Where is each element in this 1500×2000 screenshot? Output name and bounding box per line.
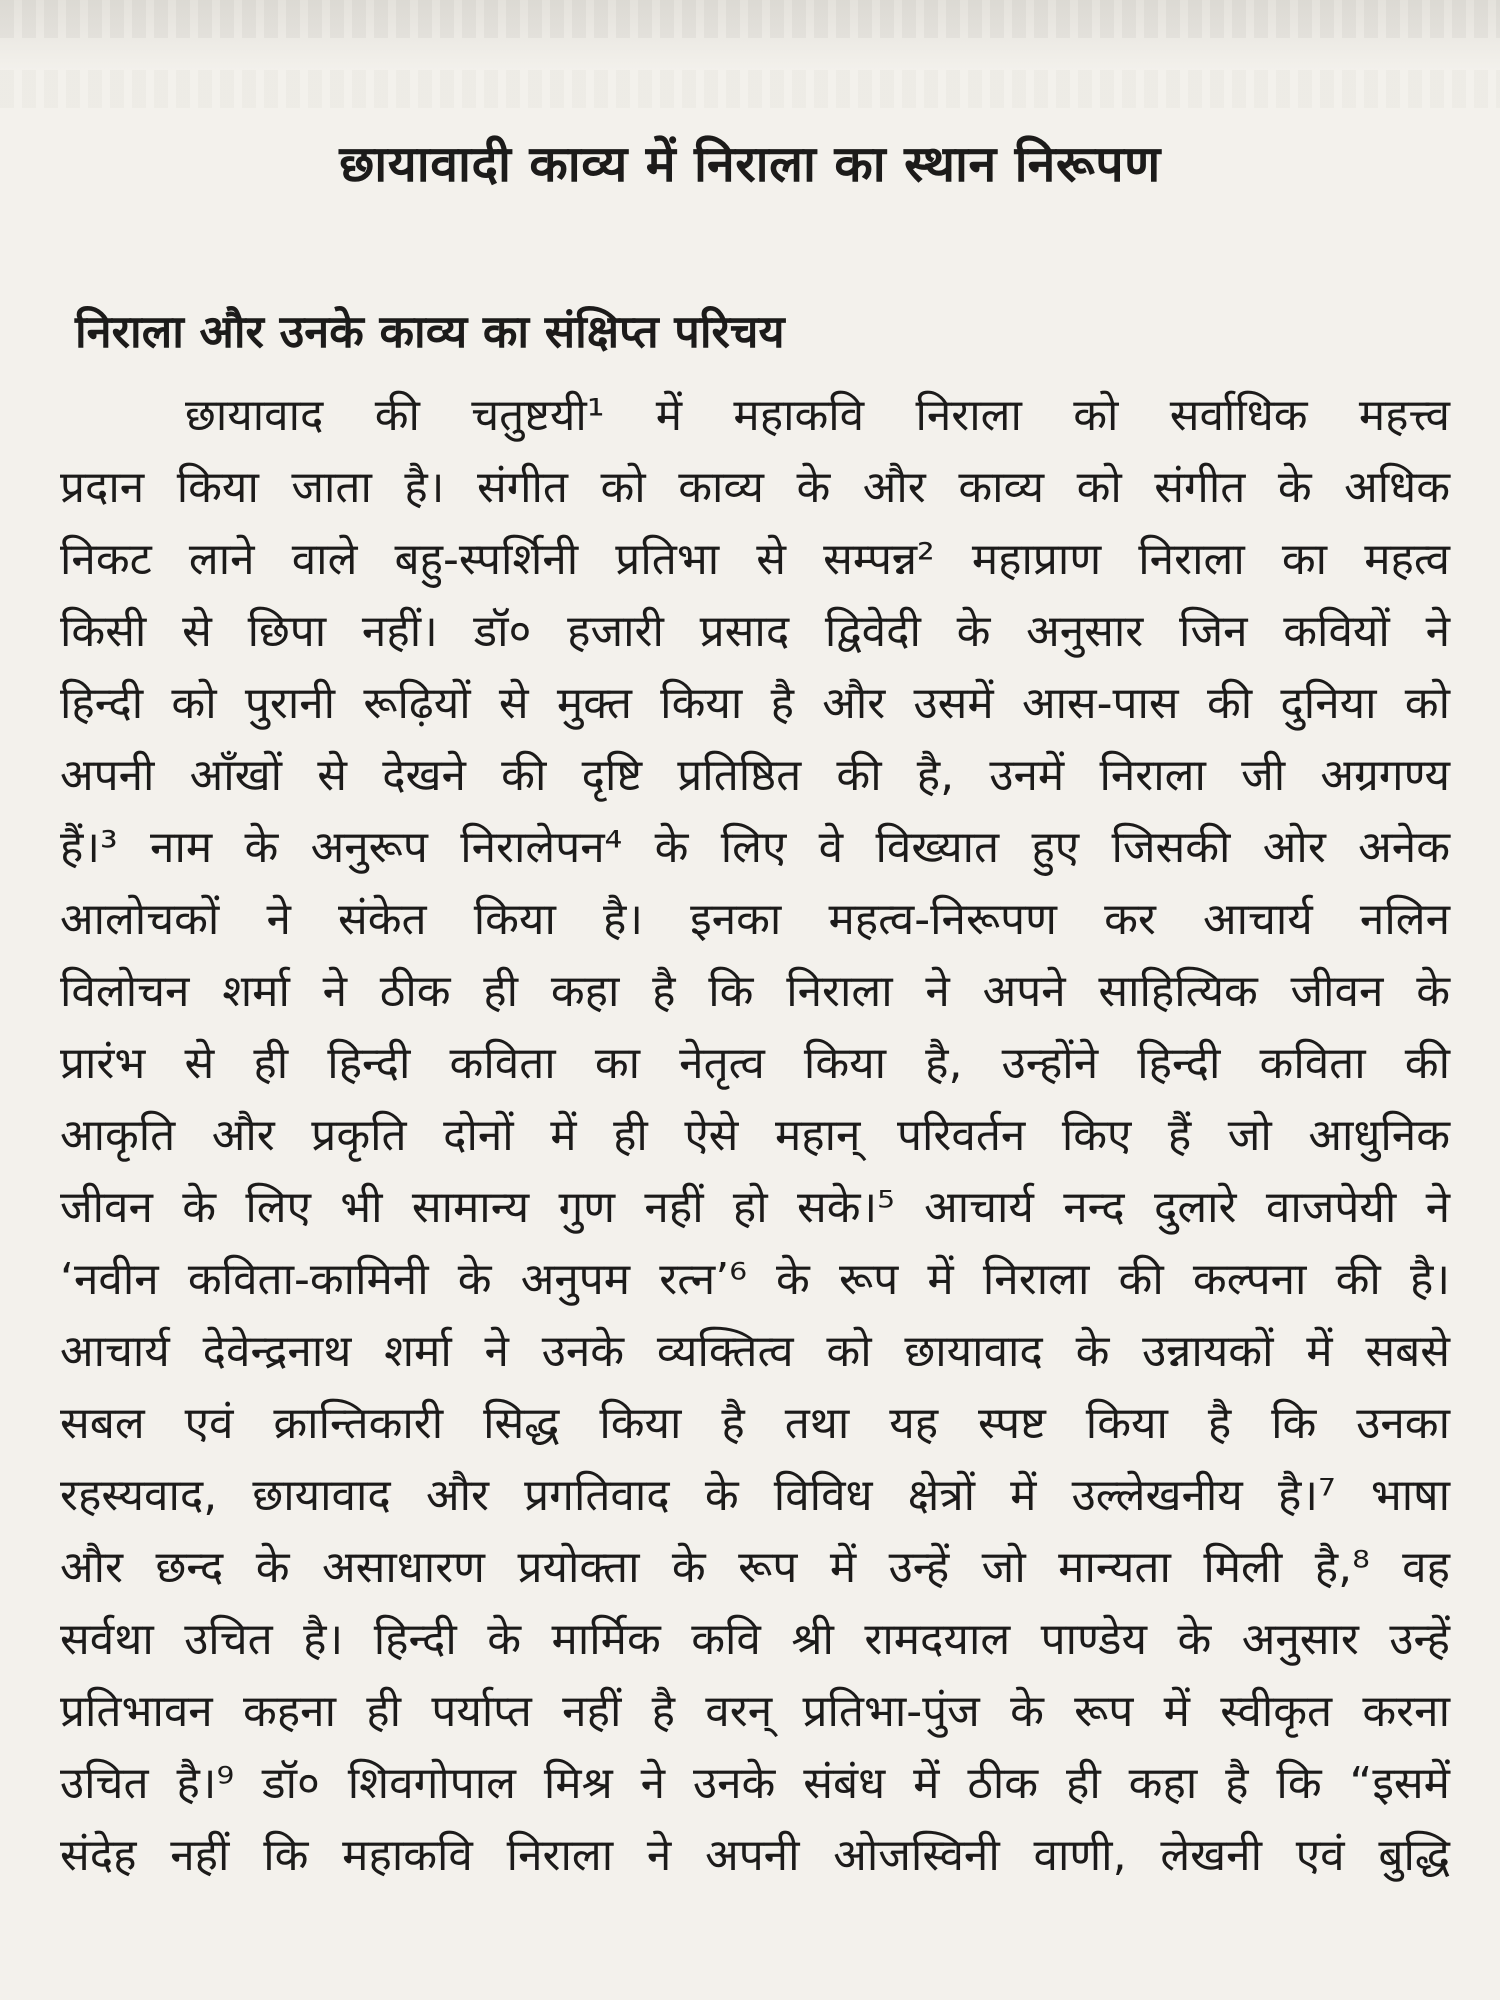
text-line: संदेह नहीं कि महाकवि निराला ने अपनी ओजस्विनी वाणी, लेखनी एवं बुद्धि <box>60 1830 1450 1881</box>
text-line: छायावाद की चतुष्टयी¹ में महाकवि निराला को सर्वाधिक महत्त्व <box>185 390 1450 441</box>
text-line: जीवन के लिए भी सामान्य गुण नहीं हो सके।⁵ आचार्य नन्द दुलारे वाजपेयी ने <box>60 1182 1450 1233</box>
text-line: सबल एवं क्रान्तिकारी सिद्ध किया है तथा यह स्पष्ट किया है कि उनका <box>60 1398 1450 1449</box>
text-line: हैं।³ नाम के अनुरूप निरालेपन⁴ के लिए वे विख्यात हुए जिसकी ओर अनेक <box>60 822 1450 873</box>
text-line: विलोचन शर्मा ने ठीक ही कहा है कि निराला ने अपने साहित्यिक जीवन के <box>60 966 1450 1017</box>
text-line: हिन्दी को पुरानी रूढ़ियों से मुक्त किया है और उसमें आस-पास की दुनिया को <box>60 678 1450 729</box>
text-line: आकृति और प्रकृति दोनों में ही ऐसे महान् परिवर्तन किए हैं जो आधुनिक <box>60 1110 1450 1161</box>
text-line: अपनी आँखों से देखने की दृष्टि प्रतिष्ठित की है, उनमें निराला जी अग्रगण्य <box>60 750 1450 801</box>
text-line: निकट लाने वाले बहु-स्पर्शिनी प्रतिभा से सम्पन्न² महाप्राण निराला का महत्व <box>60 534 1450 585</box>
chapter-title: छायावादी काव्य में निराला का स्थान निरूपण <box>339 135 1161 193</box>
text-line: प्रदान किया जाता है। संगीत को काव्य के और काव्य को संगीत के अधिक <box>60 462 1450 513</box>
text-line: प्रतिभावन कहना ही पर्याप्त नहीं है वरन् प्रतिभा-पुंज के रूप में स्वीकृत करना <box>60 1686 1450 1737</box>
text-line: रहस्यवाद, छायावाद और प्रगतिवाद के विविध क्षेत्रों में उल्लेखनीय है।⁷ भाषा <box>60 1470 1450 1521</box>
text-line: किसी से छिपा नहीं। डॉ० हजारी प्रसाद द्विवेदी के अनुसार जिन कवियों ने <box>60 606 1450 657</box>
text-line: सर्वथा उचित है। हिन्दी के मार्मिक कवि श्री रामदयाल पाण्डेय के अनुसार उन्हें <box>60 1614 1450 1665</box>
section-heading: निराला और उनके काव्य का संक्षिप्त परिचय <box>75 305 785 358</box>
show-through-text-top <box>0 0 1500 38</box>
show-through-text-top-2 <box>0 70 1500 108</box>
text-line: आचार्य देवेन्द्रनाथ शर्मा ने उनके व्यक्तित्व को छायावाद के उन्नायकों में सबसे <box>60 1326 1450 1377</box>
body-paragraph <box>60 380 1450 1892</box>
text-line: ‘नवीन कविता-कामिनी के अनुपम रत्न’⁶ के रूप में निराला की कल्पना की है। <box>60 1254 1450 1305</box>
text-line: प्रारंभ से ही हिन्दी कविता का नेतृत्व किया है, उन्होंने हिन्दी कविता की <box>60 1038 1450 1089</box>
text-line: आलोचकों ने संकेत किया है। इनका महत्व-निरूपण कर आचार्य नलिन <box>60 894 1450 945</box>
text-line: और छन्द के असाधारण प्रयोक्ता के रूप में उन्हें जो मान्यता मिली है,⁸ वह <box>60 1542 1450 1593</box>
text-line: उचित है।⁹ डॉ० शिवगोपाल मिश्र ने उनके संबंध में ठीक ही कहा है कि “इसमें <box>60 1758 1450 1809</box>
